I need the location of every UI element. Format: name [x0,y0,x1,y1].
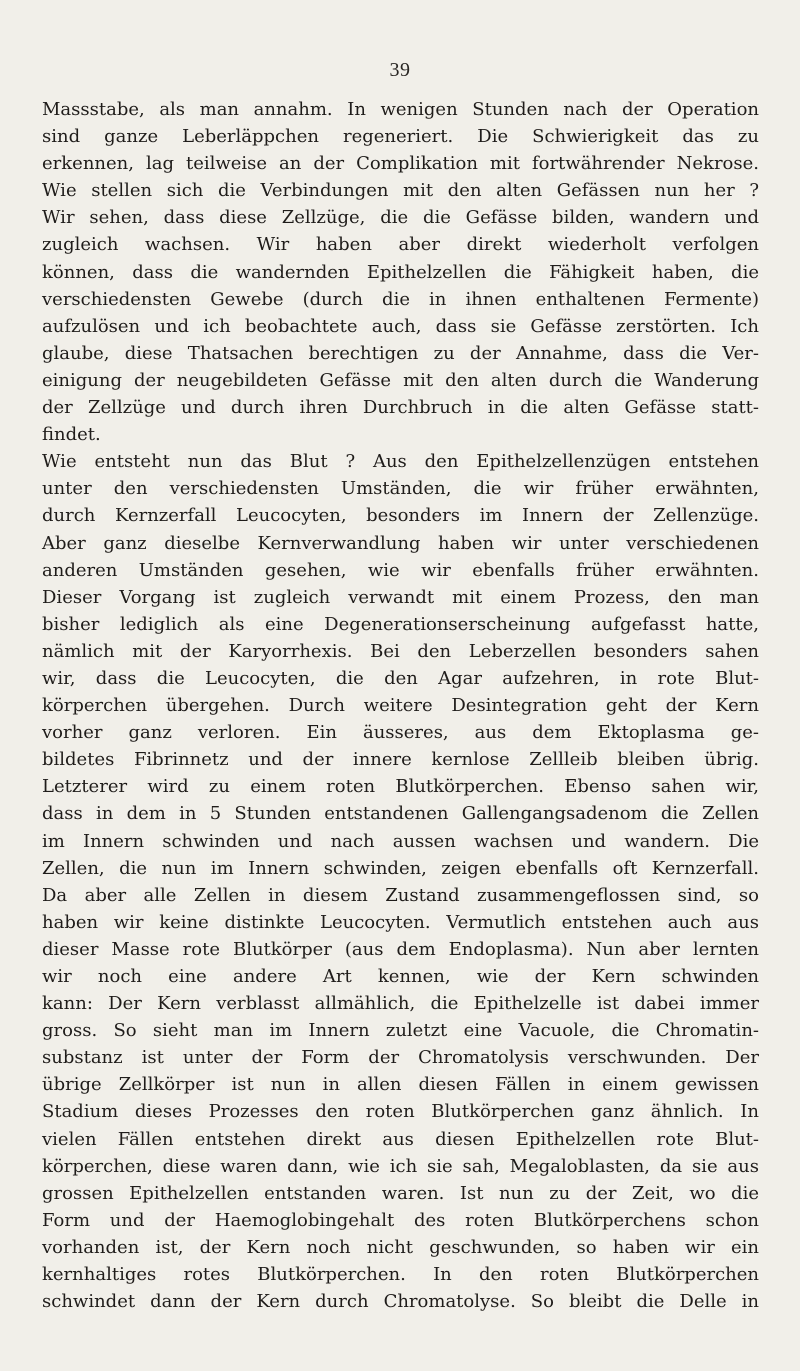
text-line: Stadium dieses Prozesses den roten Blutkörperchen ganz ähnlich. In [42,1101,759,1123]
text-line: wir, dass die Leucocyten, die den Agar aufzehren, in rote Blut- [42,667,759,689]
text-line: verschiedensten Gewebe (durch die in ihnen enthaltenen Fermente) [42,288,759,310]
text-line: einigung der neugebildeten Gefässe mit den alten durch die Wanderung [42,369,759,391]
text-line: aufzulösen und ich beobachtete auch, dass sie Gefässe zerstörten. Ich [42,315,759,337]
text-line: Wie entsteht nun das Blut ? Aus den Epithelzellenzügen entstehen [42,451,759,473]
text-line: Dieser Vorgang ist zugleich verwandt mit einem Prozess, den man [42,586,759,608]
text-line: anderen Umständen gesehen, wie wir ebenfalls früher erwähnten. [42,559,759,581]
text-line: können, dass die wandernden Epithelzellen die Fähigkeit haben, die [42,261,759,283]
text-line: bisher lediglich als eine Degenerationserscheinung aufgefasst hatte, [42,613,759,635]
text-line: vielen Fällen entstehen direkt aus diesen Epithelzellen rote Blut- [42,1128,759,1150]
text-line: grossen Epithelzellen entstanden waren. Ist nun zu der Zeit, wo die [42,1182,759,1204]
body-text [42,96,759,1315]
text-line: vorher ganz verloren. Ein äusseres, aus dem Ektoplasma ge- [42,722,759,744]
text-line: zugleich wachsen. Wir haben aber direkt wiederholt verfolgen [42,234,759,256]
text-line: körperchen, diese waren dann, wie ich sie sah, Megaloblasten, da sie aus [42,1155,759,1177]
text-line: körperchen übergehen. Durch weitere Desintegration geht der Kern [42,695,759,717]
text-line: im Innern schwinden und nach aussen wachsen und wandern. Die [42,830,759,852]
text-line: gross. So sieht man im Innern zuletzt eine Vacuole, die Chromatin- [42,1020,759,1042]
text-line: sind ganze Leberläppchen regeneriert. Die Schwierigkeit das zu [42,126,759,148]
text-line: kann: Der Kern verblasst allmählich, die Epithelzelle ist dabei immer [42,993,759,1015]
text-line: dass in dem in 5 Stunden entstandenen Gallengangsadenom die Zellen [42,803,759,825]
text-line: Zellen, die nun im Innern schwinden, zeigen ebenfalls oft Kernzerfall. [42,857,759,879]
text-line: übrige Zellkörper ist nun in allen diesen Fällen in einem gewissen [42,1074,759,1096]
text-line: Form und der Haemoglobingehalt des roten Blutkörperchens schon [42,1209,759,1231]
text-line: Wie stellen sich die Verbindungen mit den alten Gefässen nun her ? [42,180,759,202]
text-line: Wir sehen, dass diese Zellzüge, die die Gefässe bilden, wandern und [42,207,759,229]
text-line: nämlich mit der Karyorrhexis. Bei den Leberzellen besonders sahen [42,640,759,662]
text-line: unter den verschiedensten Umständen, die wir früher erwähnten, [42,478,759,500]
text-line: haben wir keine distinkte Leucocyten. Vermutlich entstehen auch aus [42,911,759,933]
text-line: erkennen, lag teilweise an der Complikation mit fortwährender Nekrose. [42,153,759,175]
page-number: 39 [389,59,411,81]
text-line: Letzterer wird zu einem roten Blutkörperchen. Ebenso sahen wir, [42,776,759,798]
text-line: wir noch eine andere Art kennen, wie der Kern schwinden [42,966,759,987]
text-line: vorhanden ist, der Kern noch nicht geschwunden, so haben wir ein [42,1236,759,1258]
text-line: glaube, diese Thatsachen berechtigen zu der Annahme, dass die Ver- [42,342,759,364]
text-line: bildetes Fibrinnetz und der innere kernlose Zellleib bleiben übrig. [42,749,759,771]
text-line: Aber ganz dieselbe Kernverwandlung haben wir unter verschiedenen [42,532,759,554]
text-line: dieser Masse rote Blutkörper (aus dem Endoplasma). Nun aber lernten [42,938,759,960]
text-line: findet. [42,424,101,446]
text-line: durch Kernzerfall Leucocyten, besonders im Innern der Zellenzüge. [42,505,759,527]
text-line: Da aber alle Zellen in diesem Zustand zusammengeflossen sind, so [42,884,759,906]
text-line: der Zellzüge und durch ihren Durchbruch in die alten Gefässe statt- [42,397,759,419]
text-line: substanz ist unter der Form der Chromatolysis verschwunden. Der [42,1047,759,1069]
text-line: Massstabe, als man annahm. In wenigen Stunden nach der Operation [42,99,759,120]
text-line: kernhaltiges rotes Blutkörperchen. In den roten Blutkörperchen [42,1264,759,1286]
text-line: schwindet dann der Kern durch Chromatolyse. So bleibt die Delle in [42,1291,759,1313]
